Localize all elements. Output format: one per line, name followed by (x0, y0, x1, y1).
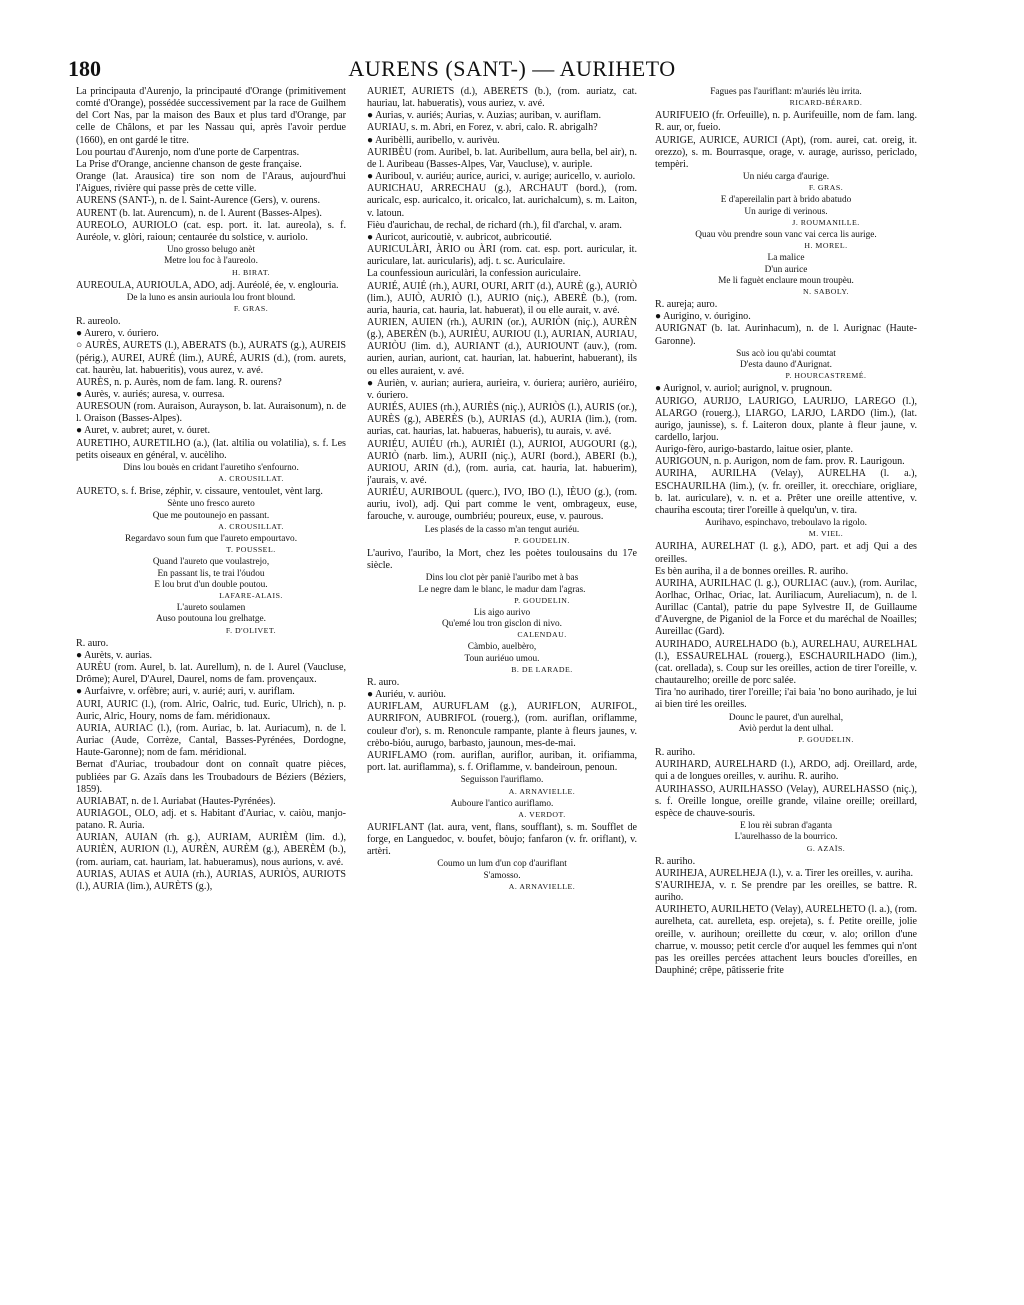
citation-quote: Sus acò iou qu'abi coumtat D'esta dauno d'Aurignat. (736, 348, 836, 371)
citation-author: P. GOUDELIN. (514, 595, 570, 605)
dictionary-entry: R. aureja; auro. (655, 299, 718, 311)
citation-quote: Sènte uno fresco aureto Que me poutounejo en passant. (152, 499, 270, 521)
citation-author: LAFARE-ALAIS. (219, 591, 283, 601)
dictionary-entry: AURIGNAT (b. lat. Aurinhacum), n. de l. Aurignac (Haute-Garonne). (655, 323, 917, 347)
citation-quote: Lis aigo aurivo Qu'emé lou tron gisclon di nivo. (442, 607, 562, 630)
citation-author: B. DE LARADE. (511, 665, 573, 675)
dictionary-entry: Lou pourtau d'Aurenjo, nom d'une porte de Carpentras. (76, 146, 300, 158)
dictionary-entry: AURICULÀRI, ÀRIO ou ÀRI (rom. cat. esp. port. auricular, it. auriculare, lat. auricularis), adj. t. sc. Auriculaire. (367, 244, 637, 268)
dictionary-entry: AURETO, s. f. Brise, zéphir, v. cissaure, ventoulet, vènt larg. (76, 486, 323, 498)
dictionary-entry: AURIHADO, AURELHADO (b.), AURELHAU, AURELHAL (l.), ESSAURELHAL (rouerg.), ESCHAURILHADO (lim.), (cat. orellada), s. Coup sur les oreilles, action de tirer l'oreille, v. chautaurelho; oreille de porc salée. (655, 638, 917, 687)
dictionary-entry: S'AURIHEJA, v. r. Se prendre par les oreilles, se battre. R. auriho. (655, 880, 917, 904)
dictionary-entry: R. aureolo. (76, 316, 121, 328)
dictionary-entry: AURIHA, AURILHA (Velay), AURELHA (l. a.), ESCHAURILHA (lim.), (v. fr. oreiller, it. orecchiare, origliare, b. lat. auriculare), v. n. et a. Prêter une oreille attentive, v. chauriha escouta; tirer l'oreille à quelqu'un, v. tira. (655, 468, 917, 516)
dictionary-entry: ● Aurfaivre, v. orfèbre; auri, v. aurié; auri, v. auriflam. (76, 686, 295, 698)
dictionary-entry: AURIAU, s. m. Abri, en Forez, v. abri, calo. R. abrigalh? (367, 122, 598, 134)
dictionary-entry: AURIFLAMO (rom. auriflan, auriflor, auriban, it. orifiamma, port. lat. auriflamma), s. f. Oriflamme, v. bandeiroun, penoun. (367, 749, 637, 774)
dictionary-entry: Es bèn auriha, il a de bonnes oreilles. R. auriho. (655, 565, 849, 577)
citation-quote: Coumo un lum d'un cop d'auriflant S'amosso. (437, 859, 567, 881)
dictionary-entry: ● Auret, v. aubret; auret, v. óuret. (76, 425, 210, 437)
dictionary-entry: AURENS (SANT-), n. de l. Saint-Aurence (Gers), v. ourens. (76, 195, 320, 207)
citation-author: P. GOUDELIN. (798, 735, 854, 745)
dictionary-entry: Orange (lat. Arausica) tire son nom de l'Araus, aujourd'hui l'Aigues, rivière qui passe près de cette ville. (76, 171, 346, 195)
dictionary-entry: ● Aurièn, v. aurian; auriera, aurieira, v. óuriera; aurièro, auriéiro, v. óuriero. (367, 377, 637, 401)
dictionary-entry: R. auriho. (655, 747, 696, 759)
citation-author: T. POUSSEL. (226, 545, 276, 555)
citation-author: P. GOUDELIN. (514, 535, 570, 545)
dictionary-entry: AURIHARD, AURELHARD (l.), ARDO, adj. Oreillard, arde, qui a de longues oreilles, v. aurihu. R. auriho. (655, 759, 917, 783)
citation-author: G. AZAÏS. (806, 843, 846, 853)
dictionary-entry: R. auro. (76, 637, 109, 649)
dictionary-entry: AURIHA, AURELHAT (l. g.), ADO, part. et adj Qui a des oreilles. (655, 541, 917, 565)
citation-quote: Regardavo soun fum que l'aureto empourtavo. (124, 534, 298, 544)
column-right (655, 86, 917, 1291)
dictionary-entry: AURIÉ, AUIÉ (rh.), AURI, OURI, ARIT (d.), AURÈ (g.), AURIÒ (lim.), AUIÒ, AURIÒ (l.), AURIO (niç.), ABERÈ (b.), (rom. auria, hauria, cat. hauria, lat. habuerat), il ou elle aurait, v. avé. (367, 280, 637, 316)
dictionary-entry: ● Aurero, v. óuriero. (76, 328, 159, 340)
dictionary-entry: R. auro. (367, 677, 400, 689)
citation-author: H. MOREL. (804, 241, 848, 251)
dictionary-entry: AURI, AURIC (l.), (rom. Alric, Oalric, tud. Euric, Ulrich), n. p. Auric, Alric, Houry, noms de fam. méridionaux. (76, 698, 346, 722)
dictionary-entry: AURIA, AURIAC (l.), (rom. Auriac, b. lat. Auriacum), n. de l. Auriac (Aude, Corrèze, Cantal, Basses-Pyrénées, Dordogne, Haute-Garonne); nom de fam. méridional. (76, 722, 346, 759)
citation-quote: Seguisson l'auriflamo. (460, 775, 544, 786)
citation-quote: Càmbio, auelbèro, Toun auriéuo umou. (464, 642, 540, 664)
dictionary-entry: R. auriho. (655, 855, 696, 867)
dictionary-entry: AURIGO, AURIJO, LAURIGO, LAURIJO, LAREGO (l.), ALARGO (rouerg.), LIARGO, LARJO, LARDO (lim.), (lat. aurigo, jaunisse), s. f. Laiteron doux, plante à fleur jaune, v. cardello, larjou. (655, 395, 917, 443)
dictionary-entry: Bernat d'Auriac, troubadour dont on connaît quatre pièces, publiées par G. Azaïs dans les Troubadours de Béziers (Béziers, 1859). (76, 759, 346, 795)
citation-author: N. SABOLY. (803, 287, 849, 297)
citation-quote: Dounc le pauret, d'un aurelhal, Aviò perdut la dent ulhal. (728, 712, 844, 734)
dictionary-entry: AUREOULA, AURIOULA, ADO, adj. Auréolé, ée, v. englouria. (76, 279, 339, 291)
dictionary-entry: ● Aurès, v. auriés; auresa, v. ourresa. (76, 389, 225, 401)
citation-quote: Dins lou bouès en cridant l'auretiho s'enfourno. (123, 462, 299, 473)
citation-quote: De la luno es ansin aurioula lou front blound. (126, 292, 296, 303)
dictionary-entry: ● Auriboul, v. auriéu; aurice, aurici, v. aurige; auricello, v. auriolo. (367, 171, 636, 183)
dictionary-entry: Aurigo-fèro, aurigo-bastardo, laitue osier, plante. (655, 444, 854, 456)
dictionary-entry: ● Aurèts, v. aurias. (76, 649, 153, 661)
dictionary-entry: AURIHA, AURILHAC (l. g.), OURLIAC (auv.), (rom. Aurilac, Aorlhac, Orlhac, Oriac, lat. Auriliacum, Aureliacum), n. de l. Aurillac (Cantal), patrie du pape Sylvestre II, de Guillaume d'Auvergne, de Piganiol de la Force et du maréchal de Noailles; Aureillac (Gard). (655, 577, 917, 638)
citation-author: A. CROUSILLAT. (218, 474, 284, 484)
citation-author: A. ARNAVIELLE. (508, 786, 576, 796)
citation-author: RICARD-BÉRARD. (789, 98, 863, 108)
dictionary-entry: AURIÉS, AUIES (rh.), AURIÈS (niç.), AURIÒS (l.), AURIS (or.), AURÈS (g.), ABERÈS (b.), AURIAS (d.), AURIA (lim.), (rom. aurias, cat. haurias, lat. habueras, habueris), tu aurais, v. avé. (367, 402, 637, 438)
dictionary-entry: Fièu d'aurichau, de rechal, de richard (rh.), fil d'archal, v. aram. (367, 219, 622, 231)
citation-quote: Auboure l'antico auriflamo. (450, 798, 554, 809)
dictionary-entry: AURIHASSO, AURILHASSO (Velay), AURELHASSO (niç.), s. f. Oreille longue, oreille grande, vilaine oreille; oreillard, espèce de chauve-souris. (655, 783, 917, 819)
citation-quote: Les plasés de la casso m'an tengut auriéu. (424, 524, 580, 535)
citation-author: A. CROUSILLAT. (218, 522, 284, 531)
citation-author: A. VERDOT. (518, 809, 566, 819)
citation-quote: Dins lou clot pèr paniè l'auribo met à bas Le negre dam le blanc, le madur dam l'agras. (418, 573, 586, 595)
citation-author: M. VIEL. (808, 529, 844, 539)
dictionary-entry: La Prise d'Orange, ancienne chanson de geste française. (76, 158, 302, 170)
column-left (76, 86, 346, 1291)
dictionary-entry: Tira 'no aurihado, tirer l'oreille; i'ai baia 'no bono aurihado, je lui ai bien tiré les oreilles. (655, 687, 917, 711)
citation-quote: La malice D'un aurice Me li faguèt enclaure moun troupèu. (718, 253, 854, 286)
citation-author: CALENDAU. (517, 630, 567, 640)
citation-quote: Uno grosso belugo anèt Metre lou foc à l'aureolo. (164, 245, 258, 267)
dictionary-entry: AURETIHO, AURETILHO (a.), (lat. altilia ou volatilia), s. f. Les petits oiseaux en général, v. aucèliho. (76, 437, 346, 461)
dictionary-entry: AURIHETO, AURILHETO (Velay), AURELHETO (l. a.), (rom. aurelheta, cat. aurelleta, esp. orejeta), s. f. Petite oreille, jolie oreille, v. aurihoun; oreillette du cœur, v. alo; orillon d'une charrue, v. mousso; petit cercle d'or auquel les femmes qui n'ont pas les oreilles percées attachent leurs boucles d'oreilles, en Dauphiné; crêpe, pâtisserie frite (655, 904, 917, 977)
dictionary-entry: La principauta d'Aurenjo, la principauté d'Orange (primitivement comté d'Orange), possédée successivement par la race de Guilhem del Cort Nas, par la maison des Baux et plus tard d'Orange, par celle de Châlons, et par les Nassau qui, après l'avoir perdue (1660), en ont gardé le titre. (76, 86, 346, 146)
citation-author: A. ARNAVIELLE. (508, 881, 576, 891)
citation-quote: Quau vòu prendre soun vanc vai cerca lis aurige. (695, 229, 877, 240)
citation-quote: L'aureto soulamen Auso poutouna lou grelhatge. (156, 603, 266, 625)
column-middle (367, 86, 637, 1291)
dictionary-entry: AURIAS, AUIAS et AUIA (rh.), AURIAS, AURIÒS, AURIOTS (l.), AURIA (lim.), AURÈTS (g.), (76, 868, 346, 892)
citation-author: F. GRAS. (808, 183, 844, 193)
dictionary-entry: AURIBÈU (rom. Auribel, b. lat. Auribellum, aura bella, bel air), n. de l. Auribeau (Basses-Alpes, Var, Vaucluse), v. auriple. (367, 146, 637, 170)
citation-quote: Un niéu carga d'aurige. (742, 172, 830, 183)
dictionary-entry: AURICHAU, ARRECHAU (g.), ARCHAUT (bord.), (rom. auricalc, esp. auricalco, it. oricalco, lat. aurichalcum), s. m. Laiton, v. latoun. (367, 183, 637, 219)
citation-author: P. HOURCASTREMÉ. (785, 371, 867, 381)
dictionary-entry: AURIFLANT (lat. aura, vent, flans, soufflant), s. m. Soufflet de forge, en Languedoc, v. boufet, bòujo; fanfaron (v. fr. oriflant), v. artèri. (367, 821, 637, 858)
dictionary-entry: ● Aurigino, v. óurigino. (655, 311, 751, 323)
dictionary-entry: AURENT (b. lat. Aurencum), n. de l. Aurent (Basses-Alpes). (76, 207, 322, 219)
dictionary-entry: ● Aurias, v. auriés; Aurias, v. Auzias; auriban, v. auriflam. (367, 110, 601, 122)
citation-quote: Fagues pas l'auriflant: m'auriés lèu irrita. (710, 87, 862, 97)
citation-author: J. ROUMANILLE. (792, 217, 860, 227)
dictionary-entry: ● Auribèlli, auribello, v. aurivèu. (367, 134, 500, 146)
dictionary-entry: AURESOUN (rom. Auraison, Aurayson, b. lat. Auraisonum), n. de l. Oraison (Basses-Alpes). (76, 401, 346, 425)
dictionary-entry: AURIFLAM, AURUFLAM (g.), AURIFLON, AURIFOL, AURRIFON, AUBRIFOL (rouerg.), (rom. auriflan, oriflamme, couleur d'or), s. m. Renoncule rampante, plante à fleurs jaunes, v. crèbo-bióu, aurugo, barbasto, jaunoun, mes-de-mai. (367, 701, 637, 749)
page-number: 180 (68, 56, 101, 81)
citation-quote: Aurihavo, espinchavo, treboulavo la rigolo. (705, 518, 867, 529)
citation-author: H. BIRAT. (232, 267, 270, 277)
dictionary-entry: L'aurivo, l'auribo, la Mort, chez les poètes toulousains du 17e siècle. (367, 547, 637, 572)
dictionary-entry: AURIFUEIO (fr. Orfeuille), n. p. Aurifeuille, nom de fam. lang. R. aur, or, fueio. (655, 110, 917, 134)
dictionary-entry: AURIGOUN, n. p. Aurigon, nom de fam. prov. R. Laurigoun. (655, 456, 905, 468)
dictionary-entry: AURIGE, AURICE, AURICI (Apt), (rom. aurei, cat. oreig, it. orezzo), s. m. Bourrasque, orage, v. aurage, aurisso, periclado, tempèri. (655, 134, 917, 170)
running-head: AURENS (SANT-) — AURIHETO (348, 56, 676, 81)
dictionary-entry: ● Aurignol, v. auriol; aurignol, v. prugnoun. (655, 383, 833, 395)
dictionary-entry: AURIHEJA, AURELHEJA (l.), v. a. Tirer les oreilles, v. auriha. (655, 867, 914, 879)
dictionary-entry: AUREOLO, AURIOLO (cat. esp. port. it. lat. aureola), s. f. Auréole, v. glòri, raioun; centaurée du solstice, v. auriolo. (76, 219, 346, 243)
dictionary-entry: AURIAN, AUIAN (rh. g.), AURIAM, AURIÈM (lim. d.), AURIÈN, AURION (l.), AURÈN, AURÈM (g.), ABERÈM (b.), (rom. auriam, cat. hauriam, lat. habueramus), nous aurions, v. avé. (76, 832, 346, 868)
citation-quote: E d'apereilalin part à brido abatudo Un aurige di verinous. (720, 195, 852, 217)
citation-author: F. GRAS. (233, 304, 269, 314)
dictionary-entry: AURIAGOL, OLO, adj. et s. Habitant d'Auriac, v. caiòu, manjo-patano. R. Auria. (76, 807, 346, 832)
dictionary-entry: ● Auricot, auricoutiè, v. aubricot, aubricoutié. (367, 231, 552, 243)
dictionary-entry: ○ AURÈS, AURETS (l.), ABERATS (b.), AURATS (g.), AUREIS (périg.), AUREI, AURÉ (lim.), AURÉ, AURIS (d.), (rom. aurets, cat. haurèu, lat. habueritis), vous aurez, v. avé. (76, 340, 346, 376)
dictionary-entry: AURÈS, n. p. Aurès, nom de fam. lang. R. ourens? (76, 376, 282, 388)
dictionary-entry: AURIABAT, n. de l. Auriabat (Hautes-Pyrénées). (76, 795, 276, 807)
citation-quote: Quand l'aureto que voulastrejo, En passant lis, te trai l'óudou E lou brut d'un double poutou. (152, 557, 270, 590)
citation-author: F. D'OLIVET. (225, 625, 277, 635)
dictionary-entry: AURIÉU, AURIBOUL (querc.), IVO, IBO (l.), IÈUO (g.), (rom. auriu, ivol), adj. Qui part comme le vent, ombrageux, euse, farouche, v. aurouge, oumbriéu; poureux, euse, v. paurous. (367, 487, 637, 523)
dictionary-entry: AURIEN, AUIEN (rh.), AURIN (or.), AURIÒN (niç.), AURÈN (g.), ABERÈN (b.), AURIÈU, AURIOU (l.), AURIAN, AURIAU, AURIÒU (lim. d.), AURIANT (d.), AURIOUNT (auv.), (rom. aurien, aurian, auriont, cat. haurian, lat. habuerint, habuerant), ils ou elles auraient, v. avé. (367, 316, 637, 377)
dictionary-entry: AURIÉU, AUIÉU (rh.), AURIÈI (l.), AURIOI, AUGOURI (g.), AURIÒ (narb. lim.), AURII (niç.), AURI (bord.), ABERI (b.), AURIOU, ARIN (d.), (rom. auria, cat. hauria, lat. habuerim), j'aurais, v. avé. (367, 438, 637, 486)
citation-quote: E lou rèi subran d'aganta L'aurelhasso de la bourrico. (734, 821, 838, 843)
dictionary-entry: La counfessioun auriculàri, la confession auriculaire. (367, 268, 581, 280)
dictionary-entry: AURÈU (rom. Aurel, b. lat. Aurellum), n. de l. Aurel (Vaucluse, Drôme); Aurel, D'Aurel, Daurel, noms de fam. provençaux. (76, 662, 346, 686)
dictionary-entry: ● Auriéu, v. auriòu. (367, 689, 446, 701)
dictionary-entry: AURIÈT, AURIÈTS (d.), ABERÈTS (b.), (rom. auriatz, cat. hauriau, lat. habueratis), vous auriez, v. avé. (367, 86, 637, 110)
